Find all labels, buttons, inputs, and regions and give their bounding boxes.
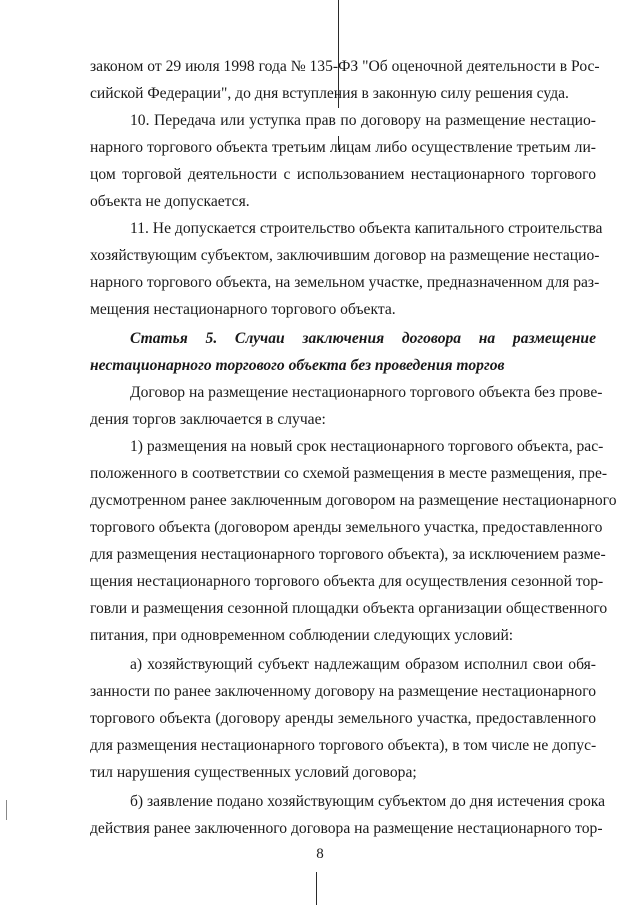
text-line: дусмотренном ранее заключенным договором на размещение нестационарного	[90, 492, 617, 509]
text-line: нарного торгового объекта, на земельном участке, предназначенном для раз-	[90, 274, 600, 291]
text-line: для размещения нестационарного торгового объекта), за исключением разме-	[90, 546, 606, 563]
scan-artifact-line	[6, 800, 7, 820]
text-line: 1) размещения на новый срок нестационарного торгового объекта, рас-	[130, 438, 604, 455]
text-line: торгового объекта (договору аренды земельного участка, предоставленного	[90, 710, 596, 727]
text-line: действия ранее заключенного договора на размещение нестационарного тор-	[90, 820, 603, 837]
text-line: щения нестационарного торгового объекта для осуществления сезонной тор-	[90, 573, 604, 590]
text-line: для размещения нестационарного торгового объекта), в том числе не допус-	[90, 737, 597, 754]
text-line: питания, при одновременном соблюдении следующих условий:	[90, 627, 514, 644]
text-line: а) хозяйствующий субъект надлежащим образом исполнил свои обя-	[130, 656, 596, 673]
page-number: 8	[316, 846, 324, 862]
text-line: 10. Передача или уступка прав по договору на размещение нестацио-	[130, 112, 596, 129]
text-line: торгового объекта (договором аренды земельного участка, предоставленного	[90, 519, 603, 536]
text-line: законом от 29 июля 1998 года № 135-ФЗ "Об оценочной деятельности в Рос-	[90, 58, 600, 75]
article-heading: Статья 5. Случаи заключения договора на размещение	[130, 330, 596, 347]
text-line: положенного в соответствии со схемой размещения в месте размещения, пре-	[90, 465, 608, 482]
text-line: занности по ранее заключенному договору на размещение нестационарного	[90, 683, 596, 700]
text-line: мещения нестационарного торгового объекта.	[90, 301, 396, 318]
article-heading: нестационарного торгового объекта без проведения торгов	[90, 357, 505, 374]
text-line: объекта не допускается.	[90, 193, 250, 210]
text-line: хозяйствующим субъектом, заключившим договор на размещение нестацио-	[90, 247, 600, 264]
text-line: говли и размещения сезонной площадки объекта организации общественного	[90, 600, 608, 617]
text-line: сийской Федерации", до дня вступления в законную силу решения суда.	[90, 85, 569, 102]
text-line: дения торгов заключается в случае:	[90, 411, 326, 428]
scan-artifact-line	[316, 872, 317, 905]
text-line: цом торговой деятельности с использованием нестационарного торгового	[90, 166, 596, 183]
text-line: нарного торгового объекта третьим лицам либо осуществление третьим ли-	[90, 139, 596, 156]
text-line: тил нарушения существенных условий договора;	[90, 764, 417, 781]
text-line: б) заявление подано хозяйствующим субъектом до дня истечения срока	[130, 793, 606, 810]
text-line: 11. Не допускается строительство объекта капитального строительства	[130, 220, 603, 237]
text-line: Договор на размещение нестационарного торгового объекта без прове-	[130, 384, 603, 401]
